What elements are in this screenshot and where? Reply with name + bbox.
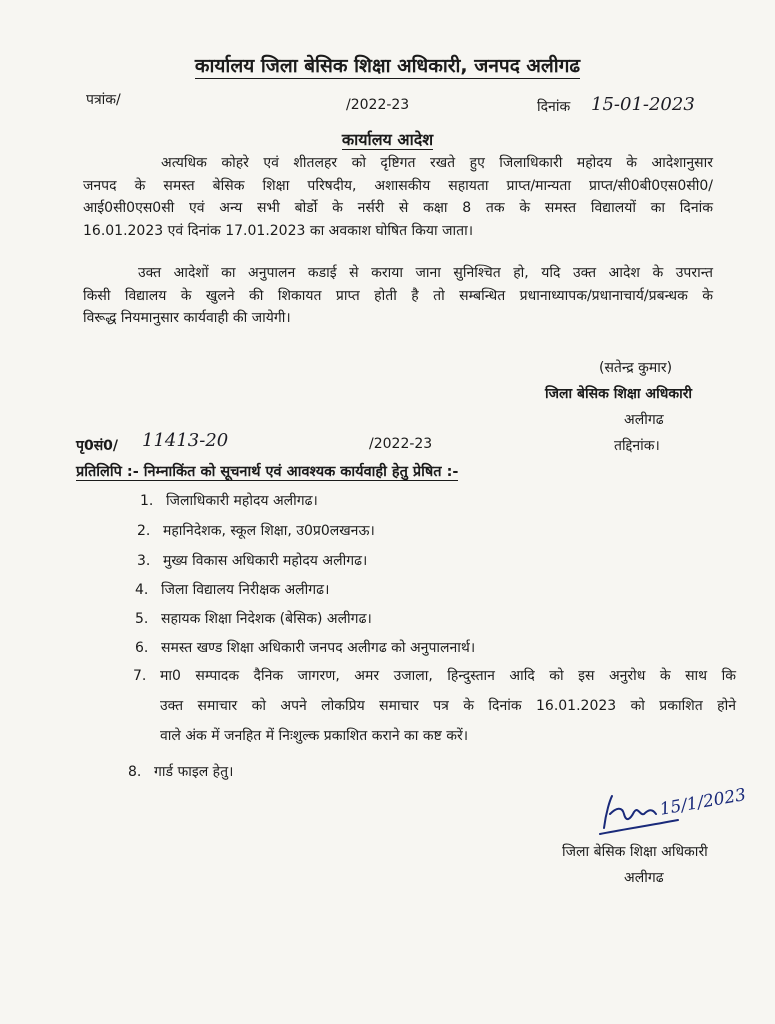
recipient-item: 4. जिला विद्यालय निरीक्षक अलीगढ। — [135, 582, 330, 598]
recipient-item: 5. सहायक शिक्षा निदेशक (बेसिक) अलीगढ। — [135, 611, 372, 627]
recipient-line: उक्त समाचार को अपने लोकप्रिय समाचार पत्र के दिनांक 16.01.2023 को प्रकाशित होने — [160, 698, 736, 714]
dispatch-label: पृ0सं0/ — [76, 438, 119, 454]
signature-date-handwritten: 15/1/2023 — [658, 785, 748, 820]
dispatch-year: /2022-23 — [369, 436, 433, 452]
date-label: दिनांक — [537, 99, 571, 115]
office-title: कार्यालय जिला बेसिक शिक्षा अधिकारी, जनपद अलीगढ — [194, 55, 581, 77]
recipient-item: 2. महानिदेशक, स्कूल शिक्षा, उ0प्र0लखनऊ। — [137, 523, 375, 539]
recipient-line: वाले अंक में जनहित में निःशुल्क प्रकाशित कराने का कष्ट करें। — [160, 728, 469, 744]
final-signatory-place: अलीगढ — [624, 870, 664, 886]
paragraph-line: अत्यधिक कोहरे एवं शीतलहर को दृष्टिगत रखते हुए जिलाधिकारी महोदय के आदेशानुसार — [161, 155, 713, 171]
recipient-item-number: 7. — [133, 668, 147, 684]
signatory-designation: जिला बेसिक शिक्षा अधिकारी — [545, 386, 693, 402]
recipient-item: 6. समस्त खण्ड शिक्षा अधिकारी जनपद अलीगढ को अनुपालनार्थ। — [135, 640, 476, 656]
signatory-place: अलीगढ — [624, 412, 664, 428]
date-value-handwritten: 15-01-2023 — [591, 94, 695, 115]
recipient-item: 1. जिलाधिकारी महोदय अलीगढ। — [140, 493, 318, 509]
same-date-note: तद्दिनांक। — [614, 438, 660, 454]
copy-heading: प्रतिलिपि :- निम्नाकिंत को सूचनार्थ एवं आवश्यक कार्यवाही हेतु प्रेषित :- — [76, 464, 459, 480]
paragraph-line: आई0सी0एस0सी एवं अन्य सभी बोर्डो के नर्सरी से कक्षा 8 तक के समस्त विद्यालयों का दिनांक — [83, 200, 713, 216]
order-paragraph-2 — [83, 262, 713, 330]
paragraph-line: 16.01.2023 एवं दिनांक 17.01.2023 का अवकाश घोषित किया जाता। — [83, 222, 474, 239]
order-paragraph-1 — [83, 152, 713, 242]
dispatch-number-handwritten: 11413-20 — [142, 430, 229, 451]
recipient-item-7 — [160, 661, 736, 751]
paragraph-line: जनपद के समस्त बेसिक शिक्षा परिषदीय, अशासकीय सहायता प्राप्त/मान्यता प्राप्त/सी0बी0एस0सी0/ — [83, 177, 713, 194]
paragraph-line: विरूद्ध नियमानुसार कार्यवाही की जायेगी। — [83, 310, 291, 326]
order-title: कार्यालय आदेश — [341, 130, 434, 149]
reference-year: /2022-23 — [346, 97, 410, 113]
paragraph-line: किसी विद्यालय के खुलने की शिकायत प्राप्त होती है तो सम्बन्धित प्रधानाध्यापक/प्रधानाचार्य/प्रबन्धक के — [83, 287, 713, 304]
recipient-item: 3. मुख्य विकास अधिकारी महोदय अलीगढ। — [137, 553, 368, 569]
patrank-label: पत्रांक/ — [86, 92, 121, 108]
recipient-line: मा0 सम्पादक दैनिक जागरण, अमर उजाला, हिन्दुस्तान आदि को इस अनुरोध के साथ कि — [160, 668, 736, 684]
paragraph-line: उक्त आदेशों का अनुपालन कडाई से कराया जाना सुनिश्चित हो, यदि उक्त आदेश के उपरान्त — [138, 265, 713, 281]
signatory-name: (सतेन्द्र कुमार) — [599, 360, 673, 376]
final-signatory-designation: जिला बेसिक शिक्षा अधिकारी — [562, 844, 708, 860]
recipient-item: 8. गार्ड फाइल हेतु। — [128, 764, 234, 780]
